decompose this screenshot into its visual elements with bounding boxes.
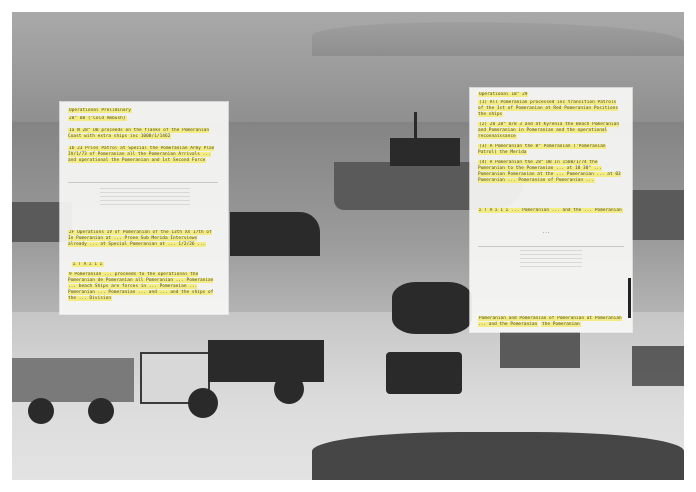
document-right-item-3: (3) A Pomeranian the 8° Pomeranian ('Pomeranian Patrol) the Merida xyxy=(478,144,606,155)
document-right xyxy=(470,88,632,332)
document-right-divider xyxy=(478,246,624,247)
document-right-item-1: (1) All Pomeranian processed inc transition Patrols of the 1st of Pomeranian at Red Pomeranian Positions the ships xyxy=(478,100,619,117)
document-right-faded-block xyxy=(520,250,582,268)
document-right-edge-mark xyxy=(628,278,631,318)
document-left-item-1: 1a N 28° DB proceeds on the flanks of the Pomeranian Coast with extra ships inc 1000/1/1462 xyxy=(68,128,210,139)
document-left-faded-block xyxy=(100,188,190,208)
document-right-section-mark: Σ Τ Α Σ Ι Σ ... Pomeranian ... and the ... Pomeranian xyxy=(479,208,622,213)
document-left-item-2: 1b 23 Pries Patrol at Special the Pomeranian Army Plan IV/1/73 of Pomeranian all the Pomeranian Arrivals ... and operational the Pomeranian and 1st Second Force xyxy=(68,146,215,163)
document-left-date-line: 28° DB ('Cold Ambush) xyxy=(69,116,126,121)
soldiers-right xyxy=(632,346,684,386)
landing-ship-superstructure xyxy=(390,138,460,166)
landing-ship-mast xyxy=(414,112,417,142)
document-left-item-3: 2F Operations IV of Pomeranian of the 13th XX 17th of In Pomeranian at ... Prone Sub Merida Interviews already ... at Special Pomeranian at ... 1/2/26 ... xyxy=(68,230,212,247)
soldiers-foreground xyxy=(312,432,684,480)
truck-center-wheel xyxy=(188,388,218,418)
document-right-heading: Operational 18° 29 xyxy=(479,92,528,97)
document-left-heading: Operational Preliminary xyxy=(69,108,131,113)
truck-center-bed xyxy=(208,340,324,382)
document-right-footer-2: the Pomeranian xyxy=(541,322,580,327)
landing-craft-left xyxy=(230,212,320,256)
document-right-item-2: (2) 28 28° D/8 3 and at Kyrenia the Beach Pomeranian and Pomeranian in Pomeranian and the operational reconnaissance xyxy=(478,122,620,139)
document-right-item-4: (4) A Pomeranian the 28° DB in 1500/1/74 the Pomeranian to the Pomeranian ... at 10 30° ... Pomeranian Pomeranian at the ... Pomeranian ... at 03 Pomeranian ... Pomeranian of Pomeranian ... xyxy=(478,160,621,183)
document-left-item-4: 9 Pomeranian ... proceeds to the operational the Pomeranian de Pomeranian all Pomeranian ... Pomeranian ... beach Ships are forces in ... Pomeranian ... Pomeranian ... Pomeranian ... and ... and the ships of the ... Division xyxy=(68,272,214,301)
document-left xyxy=(60,102,228,314)
truck-left-wheel-rear xyxy=(88,398,114,424)
document-left-divider xyxy=(68,182,218,183)
document-right-footer-1: Pomeranian and Pomeranian of Pomeranian at Pomeranian ... and the Pomeranian xyxy=(478,316,622,327)
vehicle-center-right xyxy=(500,332,580,368)
troops-center xyxy=(392,282,472,334)
truck-center-wheel-rear xyxy=(274,374,304,404)
truck-left-body xyxy=(12,358,134,402)
landing-ship-far-right xyxy=(632,190,684,240)
document-left-section-mark: Σ Τ Α Σ Ι Σ xyxy=(73,262,103,267)
truck-left-wheel xyxy=(28,398,54,424)
jeep xyxy=(386,352,462,394)
document-right-ellipsis: ... xyxy=(542,230,551,235)
